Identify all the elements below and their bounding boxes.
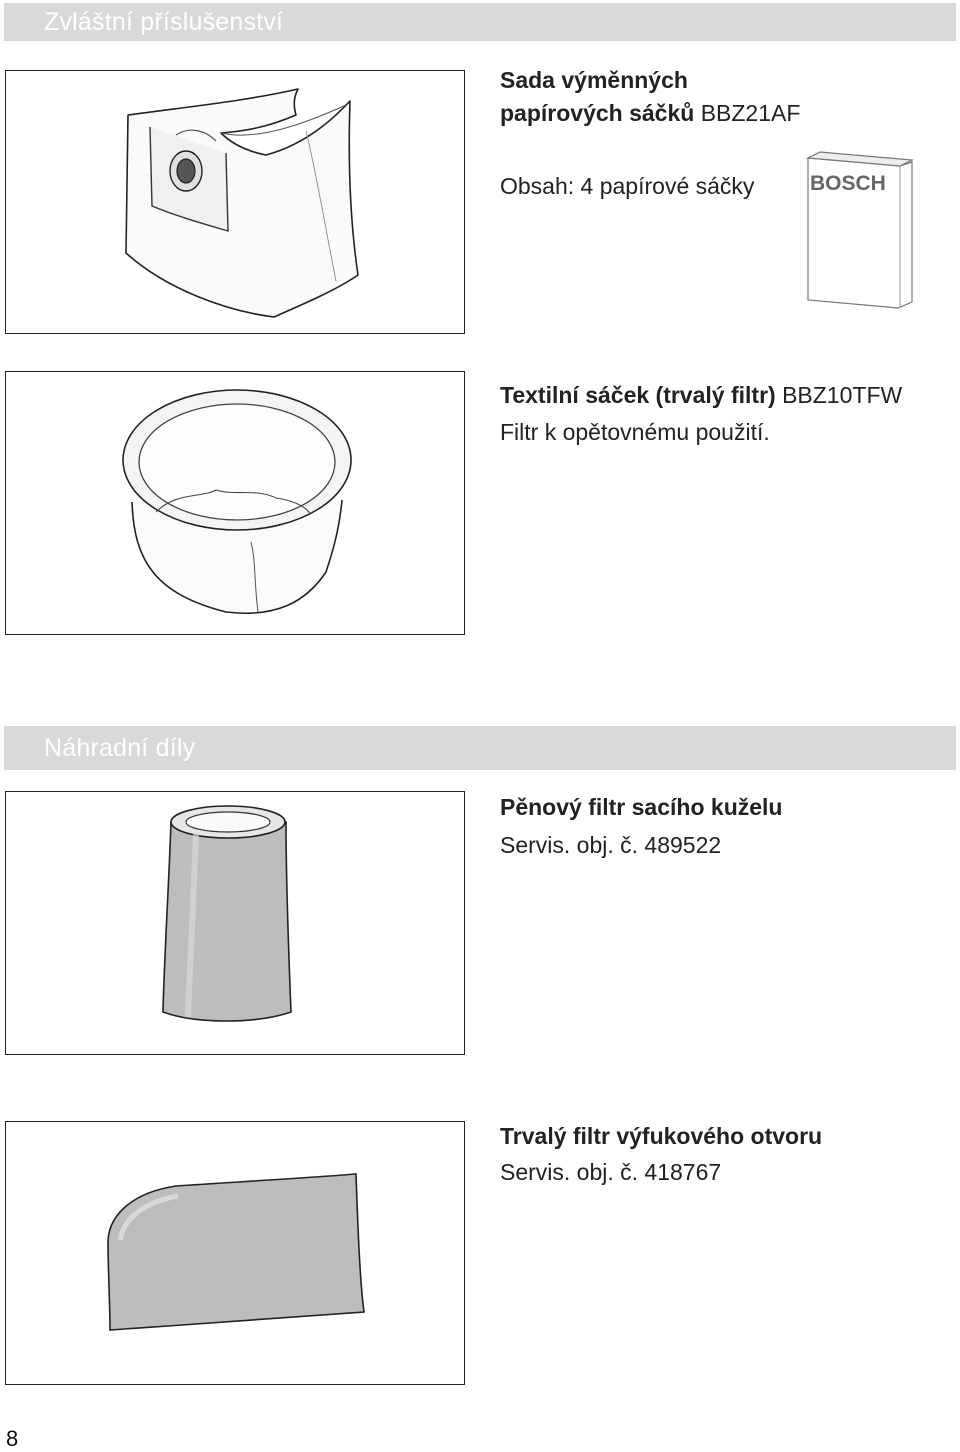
product-title: Sada výměnných [500,67,688,93]
product-title: Trvalý filtr výfukového otvoru [500,1123,823,1149]
product-description: Obsah: 4 papírové sáčky [500,173,755,199]
bosch-label: BOSCH [810,172,886,195]
textile-bag-icon [6,372,466,636]
page-number: 8 [6,1426,19,1451]
exhaust-filter-image-frame [5,1121,465,1385]
product-code: BBZ10TFW [782,382,903,408]
bosch-box-icon [800,150,918,315]
product-exhaust-filter-text [500,1118,822,1190]
product-title-line2: papírových sáčků BBZ21AF [500,100,801,126]
section-header-spare-parts [4,726,956,770]
exhaust-filter-icon [6,1122,466,1386]
foam-filter-image-frame [5,791,465,1055]
product-title: Pěnový filtr sacího kuželu [500,794,783,820]
product-textile-bag-text [500,377,902,451]
foam-filter-icon [6,792,466,1056]
paper-bag-icon [6,71,466,335]
section-header-accessories [4,3,956,41]
product-code: BBZ21AF [700,100,801,126]
product-description: Filtr k opětovnému použití. [500,419,770,445]
product-title: Textilní sáček (trvalý filtr) [500,382,776,408]
product-foam-filter-text [500,788,782,864]
section-title: Zvláštní příslušenství [44,8,284,36]
product-description: Servis. obj. č. 489522 [500,832,722,858]
paper-bag-image-frame [5,70,465,334]
product-title-line [500,377,902,414]
section-title: Náhradní díly [44,734,196,762]
product-paper-bags-text [500,64,800,203]
product-description: Servis. obj. č. 418767 [500,1159,722,1185]
textile-bag-image-frame [5,371,465,635]
